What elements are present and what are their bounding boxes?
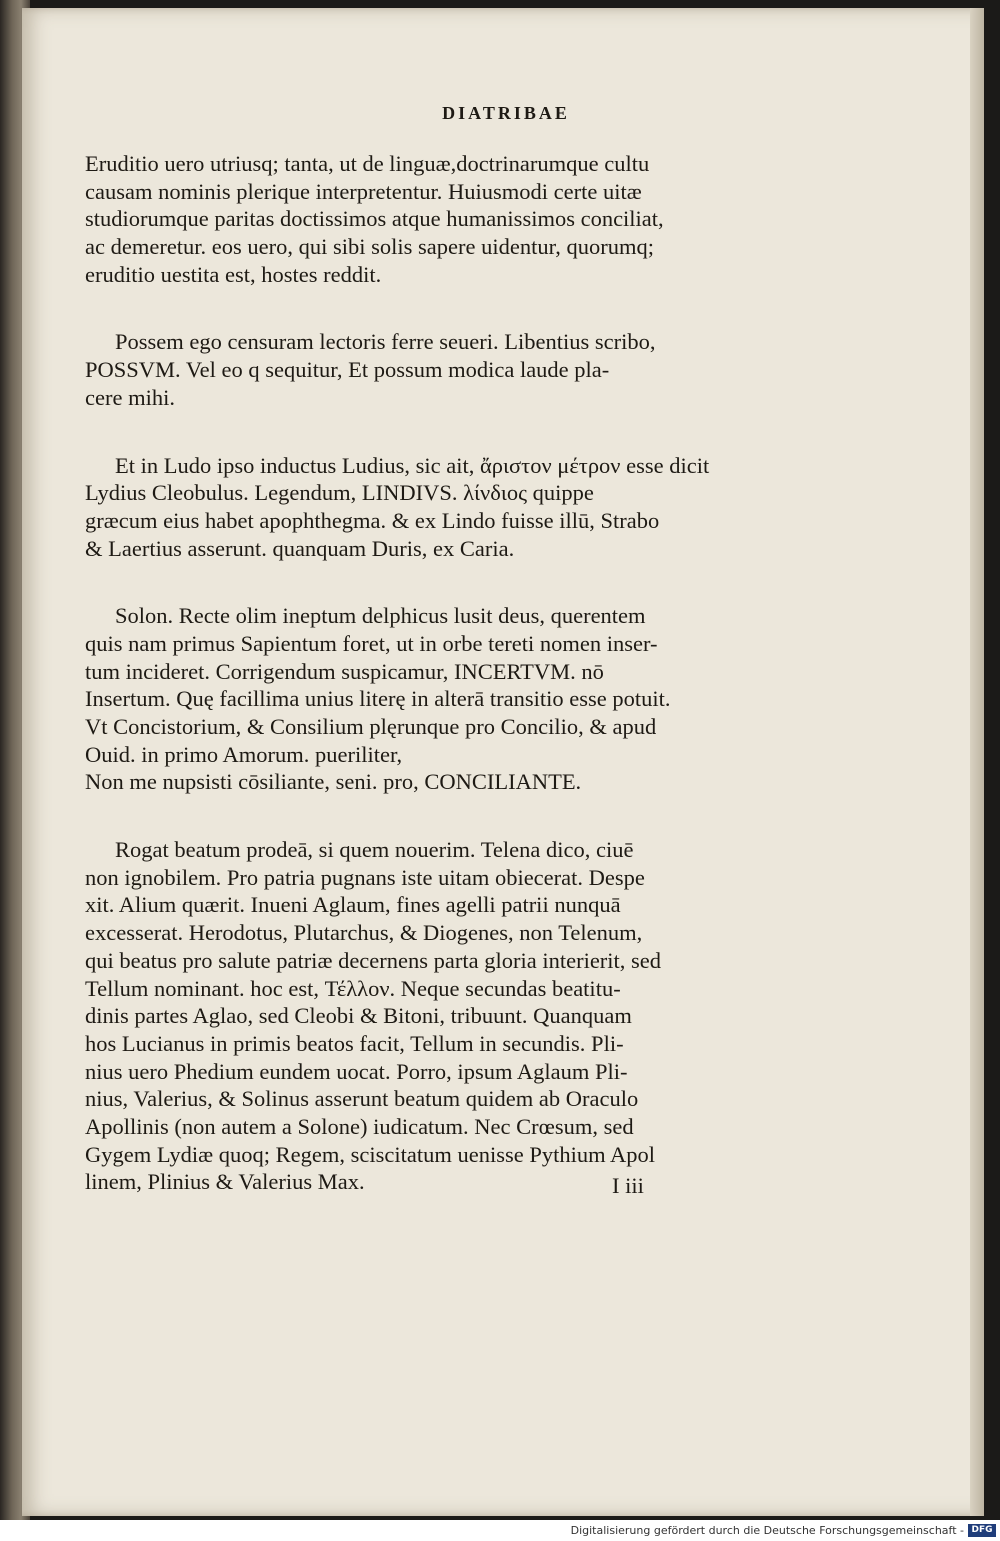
paragraph-3 [85,452,725,563]
text-line: dinis partes Aglao, sed Cleobi & Bitoni, tribuunt. Quanquam [85,1003,632,1029]
text-line: Non me nupsisti cōsiliante, seni. pro, CONCILIANTE. [85,769,582,795]
text-line: hos Lucianus in primis beatos facit, Tellum in secundis. Pli- [85,1030,624,1056]
text-line: linem, Plinius & Valerius Max. [85,1169,365,1195]
text-line: xit. Alium quærit. Inueni Aglaum, fines agelli patrii nunquā [85,892,621,918]
text-line: causam nominis plerique interpretentur. Huiusmodi certe uitæ [85,178,642,204]
text-line: Tellum nominant. hoc est, Τέλλον. Neque secundas beatitu- [85,975,621,1001]
main-text [85,150,725,1236]
page-edge [970,8,984,1516]
signature-mark: I iii [612,1173,644,1198]
footer-credit: Digitalisierung gefördert durch die Deutsche Forschungsgemeinschaft - [570,1524,964,1537]
text-line: excesserat. Herodotus, Plutarchus, & Diogenes, non Telenum, [85,920,643,946]
text-line: Possem ego censuram lectoris ferre seueri. Libentius scribo, [115,329,656,355]
text-line: POSSVM. Vel eo q sequitur, Et possum modica laude pla- [85,357,610,383]
text-line: Insertum. Quę facillima unius literę in alterā transitio esse potuit. [85,686,671,712]
text-line: cere mihi. [85,384,175,410]
text-line: Ouid. in primo Amorum. pueriliter, [85,741,403,767]
text-line: Rogat beatum prodeā, si quem nouerim. Telena dico, ciuē [115,837,634,863]
paragraph-2 [85,328,725,411]
text-line: Vt Concistorium, & Consilium plęrunque pro Concilio, & apud [85,714,657,739]
text-line: tum incideret. Corrigendum suspicamur, INCERTVM. nō [85,658,604,684]
text-line: quis nam primus Sapientum foret, ut in orbe tereti nomen inser- [85,630,658,656]
text-line: Apollinis (non autem a Solone) iudicatum. Nec Crœsum, sed [85,1113,634,1139]
paragraph-4 [85,602,725,796]
text-line: non ignobilem. Pro patria pugnans iste uitam obiecerat. Despe [85,864,645,890]
text-line: & Laertius asserunt. quanquam Duris, ex Caria. [85,535,515,561]
paragraph-5 [85,836,725,1196]
text-line: Eruditio uero utriusq; tanta, ut de linguæ,doctrinarumque cultu [85,151,650,176]
text-line: nius uero Phedium eundem uocat. Porro, ipsum Aglaum Pli- [85,1058,628,1084]
text-line: studiorumque paritas doctissimos atque humanissimos conciliat, [85,206,664,232]
text-line: eruditio uestita est, hostes reddit. [85,261,382,287]
text-line: Gygem Lydiæ quoq; Regem, sciscitatum uenisse Pythium Apol [85,1141,655,1167]
text-line: Lydius Cleobulus. Legendum, LINDIVS. λίνδιος quippe [85,480,594,506]
text-line: qui beatus pro salute patriæ decernens parta gloria interierit, sed [85,947,662,973]
dfg-logo-icon: DFG [968,1524,996,1537]
text-line: nius, Valerius, & Solinus asserunt beatum quidem ab Oraculo [85,1086,639,1112]
text-line: Solon. Recte olim ineptum delphicus lusit deus, querentem [115,603,646,629]
text-line: græcum eius habet apophthegma. & ex Lindo fuisse illū, Strabo [85,507,660,533]
text-line: ac demeretur. eos uero, qui sibi solis sapere uidentur, quorumq; [85,234,654,260]
text-line: Et in Ludo ipso inductus Ludius, sic ait, ἄριστον μέτρον esse dicit [115,452,710,478]
running-head: DIATRIBAE [442,103,570,123]
paragraph-1 [85,150,725,288]
